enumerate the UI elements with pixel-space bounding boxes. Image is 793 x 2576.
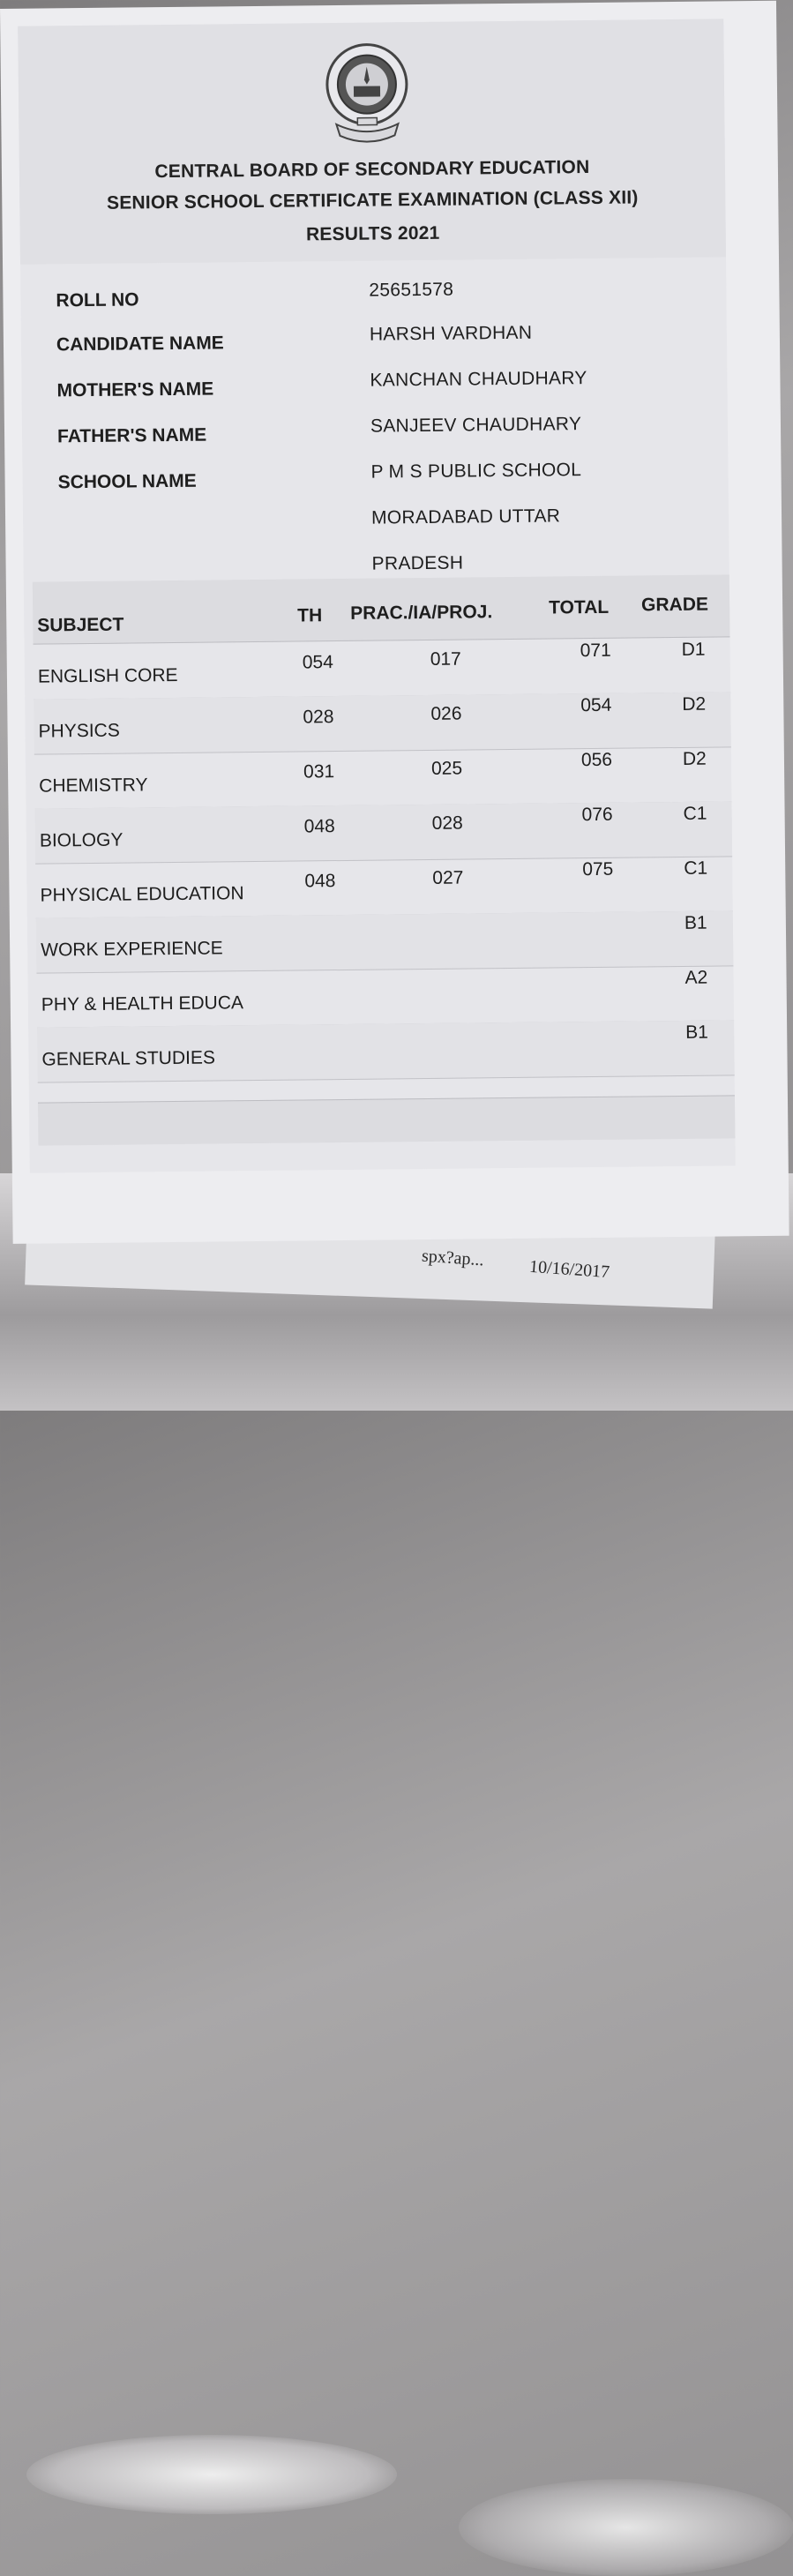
marks-table-footer (38, 1095, 735, 1145)
school-name-line-2: MORADABAD UTTAR (370, 505, 561, 528)
fabric-highlight (459, 2479, 793, 2576)
subject-cell: PHYSICAL EDUCATION (40, 883, 244, 906)
header-grade: GRADE (640, 594, 709, 616)
underlying-url-text: spx?ap... (421, 1246, 485, 1270)
th-cell: 031 (303, 761, 335, 783)
grade-cell: D2 (682, 693, 707, 715)
father-name-label: FATHER'S NAME (56, 424, 207, 447)
th-cell: 054 (302, 652, 333, 673)
prac-cell: 017 (430, 648, 461, 670)
table-row (35, 856, 733, 918)
underlying-date-text: 10/16/2017 (528, 1256, 610, 1283)
total-cell: 054 (580, 694, 612, 716)
subject-cell: BIOLOGY (39, 829, 123, 851)
printed-result-sheet (0, 1, 789, 1244)
prac-cell: 027 (432, 867, 464, 888)
subject-cell: PHYSICS (38, 720, 120, 742)
fabric-highlight (26, 2435, 397, 2514)
total-cell: 075 (582, 858, 614, 880)
grade-cell: D1 (681, 639, 706, 660)
table-row (34, 692, 731, 754)
result-year: RESULTS 2021 (305, 222, 440, 245)
grade-cell: D2 (682, 748, 707, 769)
subject-cell: WORK EXPERIENCE (41, 938, 223, 961)
marks-table-header (33, 574, 730, 644)
roll-no-label: ROLL NO (56, 289, 139, 311)
th-cell: 048 (304, 871, 336, 892)
header-prac: PRAC./IA/PROJ. (350, 602, 493, 624)
table-row (34, 801, 732, 864)
prac-cell: 026 (430, 703, 462, 724)
father-name-value: SANJEEV CHAUDHARY (370, 414, 582, 437)
candidate-name-value: HARSH VARDHAN (369, 322, 533, 345)
header-total: TOTAL (549, 596, 610, 618)
exam-name: SENIOR SCHOOL CERTIFICATE EXAMINATION (CLASS XII) (106, 187, 639, 213)
result-header (18, 19, 726, 264)
subject-cell: ENGLISH CORE (37, 664, 178, 687)
header-th: TH (297, 605, 323, 626)
school-name-line-1: P M S PUBLIC SCHOOL (370, 460, 582, 483)
subject-cell: PHY & HEALTH EDUCA (41, 992, 244, 1015)
table-row (34, 637, 731, 700)
grade-cell: B1 (685, 1022, 709, 1043)
board-name: CENTRAL BOARD OF SECONDARY EDUCATION (154, 157, 590, 183)
grade-cell: C1 (684, 857, 708, 879)
th-cell: 028 (303, 707, 334, 728)
total-cell: 071 (580, 640, 611, 662)
result-document (18, 19, 736, 1172)
table-row (36, 965, 734, 1028)
subject-cell: GENERAL STUDIES (41, 1047, 216, 1070)
total-cell: 056 (580, 749, 613, 771)
subject-cell: CHEMISTRY (39, 775, 148, 797)
school-name-label: SCHOOL NAME (57, 470, 197, 493)
marks-table (33, 574, 729, 1070)
mother-name-value: KANCHAN CHAUDHARY (370, 368, 587, 391)
cbse-seal-icon (318, 40, 415, 146)
table-row (34, 746, 732, 809)
prac-cell: 025 (430, 758, 463, 779)
mother-name-label: MOTHER'S NAME (56, 378, 214, 401)
table-row (37, 1020, 735, 1082)
th-cell: 048 (303, 816, 335, 837)
roll-no-value: 25651578 (369, 279, 454, 301)
table-row (36, 910, 734, 973)
grade-cell: B1 (684, 912, 707, 933)
candidate-name-label: CANDIDATE NAME (56, 333, 224, 356)
total-cell: 076 (581, 804, 613, 826)
prac-cell: 028 (431, 812, 463, 834)
school-name-line-3: PRADESH (371, 552, 464, 574)
grade-cell: C1 (683, 803, 707, 824)
grade-cell: A2 (685, 967, 708, 988)
header-subject: SUBJECT (37, 614, 124, 636)
